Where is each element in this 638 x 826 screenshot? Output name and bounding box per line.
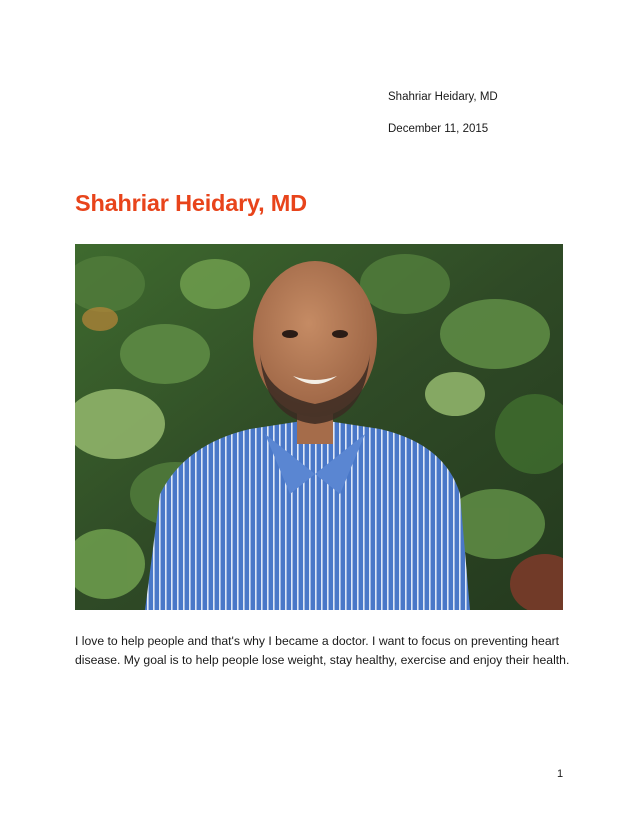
- page-number: 1: [557, 768, 564, 780]
- header-author: Shahriar Heidary, MD: [388, 91, 498, 103]
- page-title: Shahriar Heidary, MD: [75, 190, 307, 216]
- header-date: December 11, 2015: [388, 123, 489, 135]
- portrait-photo: [75, 244, 563, 610]
- body-paragraph: I love to help people and that's why I became a doctor. I want to focus on preventing heart disease. My goal is to help people lose weight, stay healthy, exercise and enjoy their health.: [75, 634, 570, 667]
